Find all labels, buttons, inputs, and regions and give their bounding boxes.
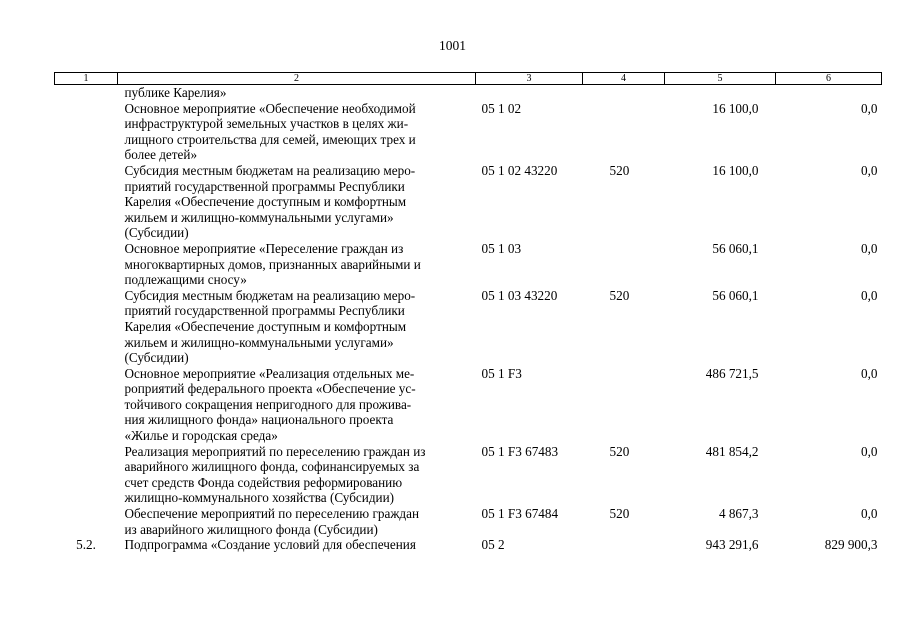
row-number: [55, 506, 118, 537]
description-line: многоквартирных домов, признанных аварийными и: [124, 256, 421, 272]
row-description: [118, 366, 476, 444]
row-expense-type: 520: [609, 506, 630, 522]
row-code: 05 1 F3 67484: [481, 506, 559, 522]
row-amount-col5: 481 854,2: [705, 443, 759, 459]
column-header-6: 6: [776, 73, 882, 85]
row-code: 05 1 F3 67483: [481, 443, 559, 459]
description-line: Основное мероприятие «Реализация отдельных ме-: [124, 365, 415, 381]
row-code: 05 1 02 43220: [481, 162, 558, 178]
table-row: [55, 537, 882, 553]
row-description: [118, 444, 476, 506]
row-code: 05 1 03: [481, 240, 522, 256]
row-number: [55, 288, 118, 366]
table-row: [55, 444, 882, 506]
description-line: публике Карелия»: [124, 85, 227, 100]
row-number: 5.2.: [76, 537, 96, 553]
row-amount-col5: 4 867,3: [718, 506, 759, 522]
row-amount-col5: [665, 85, 776, 101]
row-code: 05 1 F3: [481, 365, 522, 381]
description-line: роприятий федерального проекта «Обеспечение ус-: [124, 381, 416, 397]
row-expense-type: [583, 101, 665, 163]
row-number: [55, 85, 118, 101]
table-header-row: [55, 73, 882, 85]
row-code: [476, 85, 583, 101]
row-expense-type: [583, 537, 665, 553]
row-description: [118, 537, 476, 553]
row-expense-type: 520: [609, 443, 630, 459]
row-amount-col5: 56 060,1: [712, 240, 759, 256]
row-code: 05 1 02: [481, 100, 522, 116]
row-amount-col5: 16 100,0: [712, 100, 759, 116]
row-number: [55, 241, 118, 288]
column-header-4: 4: [583, 73, 665, 85]
row-description: [118, 241, 476, 288]
column-header-5: 5: [665, 73, 776, 85]
description-line: Подпрограмма «Создание условий для обеспечения: [124, 537, 416, 553]
description-line: Реализация мероприятий по переселению граждан из: [124, 443, 426, 459]
description-line: счет средств Фонда содействия реформированию: [124, 474, 403, 490]
description-line: тойчивого сокращения непригодного для прожива-: [124, 396, 412, 412]
description-line: лищного строительства для семей, имеющих трех и: [124, 131, 416, 147]
description-line: Субсидия местным бюджетам на реализацию меро-: [124, 287, 416, 303]
row-description: [118, 101, 476, 163]
description-line: более детей»: [124, 147, 198, 163]
row-amount-col6: 0,0: [861, 443, 878, 459]
budget-table: [54, 72, 882, 553]
row-amount-col6: 0,0: [861, 365, 878, 381]
row-amount-col5: 16 100,0: [712, 162, 759, 178]
row-amount-col5: 486 721,5: [705, 365, 759, 381]
page-number: 1001: [439, 38, 466, 53]
description-line: приятий государственной программы Республики: [124, 303, 405, 319]
description-line: (Субсидии): [124, 225, 189, 241]
row-expense-type: [583, 85, 665, 101]
row-amount-col6: 0,0: [861, 287, 878, 303]
row-expense-type: [583, 241, 665, 288]
description-line: (Субсидии): [124, 350, 189, 366]
row-description: [118, 506, 476, 537]
row-amount-col6: 829 900,3: [824, 537, 878, 553]
description-line: жильем и жилищно-коммунальными услугами»: [124, 209, 394, 225]
description-line: подлежащими сносу»: [124, 272, 247, 288]
description-line: Карелия «Обеспечение доступным и комфортным: [124, 318, 407, 334]
row-code: 05 2: [481, 537, 505, 553]
row-amount-col6: 0,0: [861, 240, 878, 256]
row-expense-type: 520: [609, 162, 630, 178]
column-header-2: 2: [118, 73, 476, 85]
description-line: Основное мероприятие «Обеспечение необходимой: [124, 100, 416, 116]
description-line: Субсидия местным бюджетам на реализацию меро-: [124, 162, 416, 178]
row-amount-col6: 0,0: [861, 100, 878, 116]
description-line: из аварийного жилищного фонда (Субсидии): [124, 521, 378, 537]
column-header-1: 1: [55, 73, 118, 85]
row-number: [55, 163, 118, 241]
description-line: ния жилищного фонда» национального проекта: [124, 412, 394, 428]
row-code: 05 1 03 43220: [481, 287, 558, 303]
row-expense-type: 520: [609, 287, 630, 303]
row-number: [55, 366, 118, 444]
row-amount-col6: 0,0: [861, 162, 878, 178]
description-line: жильем и жилищно-коммунальными услугами»: [124, 334, 394, 350]
row-expense-type: [583, 366, 665, 444]
description-line: приятий государственной программы Республики: [124, 178, 405, 194]
column-header-3: 3: [476, 73, 583, 85]
row-number: [55, 101, 118, 163]
row-description: [118, 85, 476, 101]
description-line: жилищно-коммунального хозяйства (Субсидии): [124, 490, 395, 506]
row-number: [55, 444, 118, 506]
row-amount-col6: 0,0: [861, 506, 878, 522]
description-line: инфраструктурой земельных участков в целях жи-: [124, 116, 409, 132]
row-description: [118, 163, 476, 241]
table-row: [55, 366, 882, 444]
description-line: аварийного жилищного фонда, софинансируемых за: [124, 459, 420, 475]
row-amount-col5: 943 291,6: [705, 537, 759, 553]
description-line: Карелия «Обеспечение доступным и комфортным: [124, 194, 407, 210]
description-line: Обеспечение мероприятий по переселению граждан: [124, 506, 420, 522]
row-description: [118, 288, 476, 366]
table-row: [55, 288, 882, 366]
description-line: Основное мероприятие «Переселение граждан из: [124, 240, 404, 256]
table-row: [55, 241, 882, 288]
table-row: [55, 506, 882, 537]
table-row: [55, 101, 882, 163]
table-row: [55, 85, 882, 101]
description-line: «Жилье и городская среда»: [124, 428, 278, 444]
row-amount-col6: [776, 85, 882, 101]
table-row: [55, 163, 882, 241]
row-amount-col5: 56 060,1: [712, 287, 759, 303]
